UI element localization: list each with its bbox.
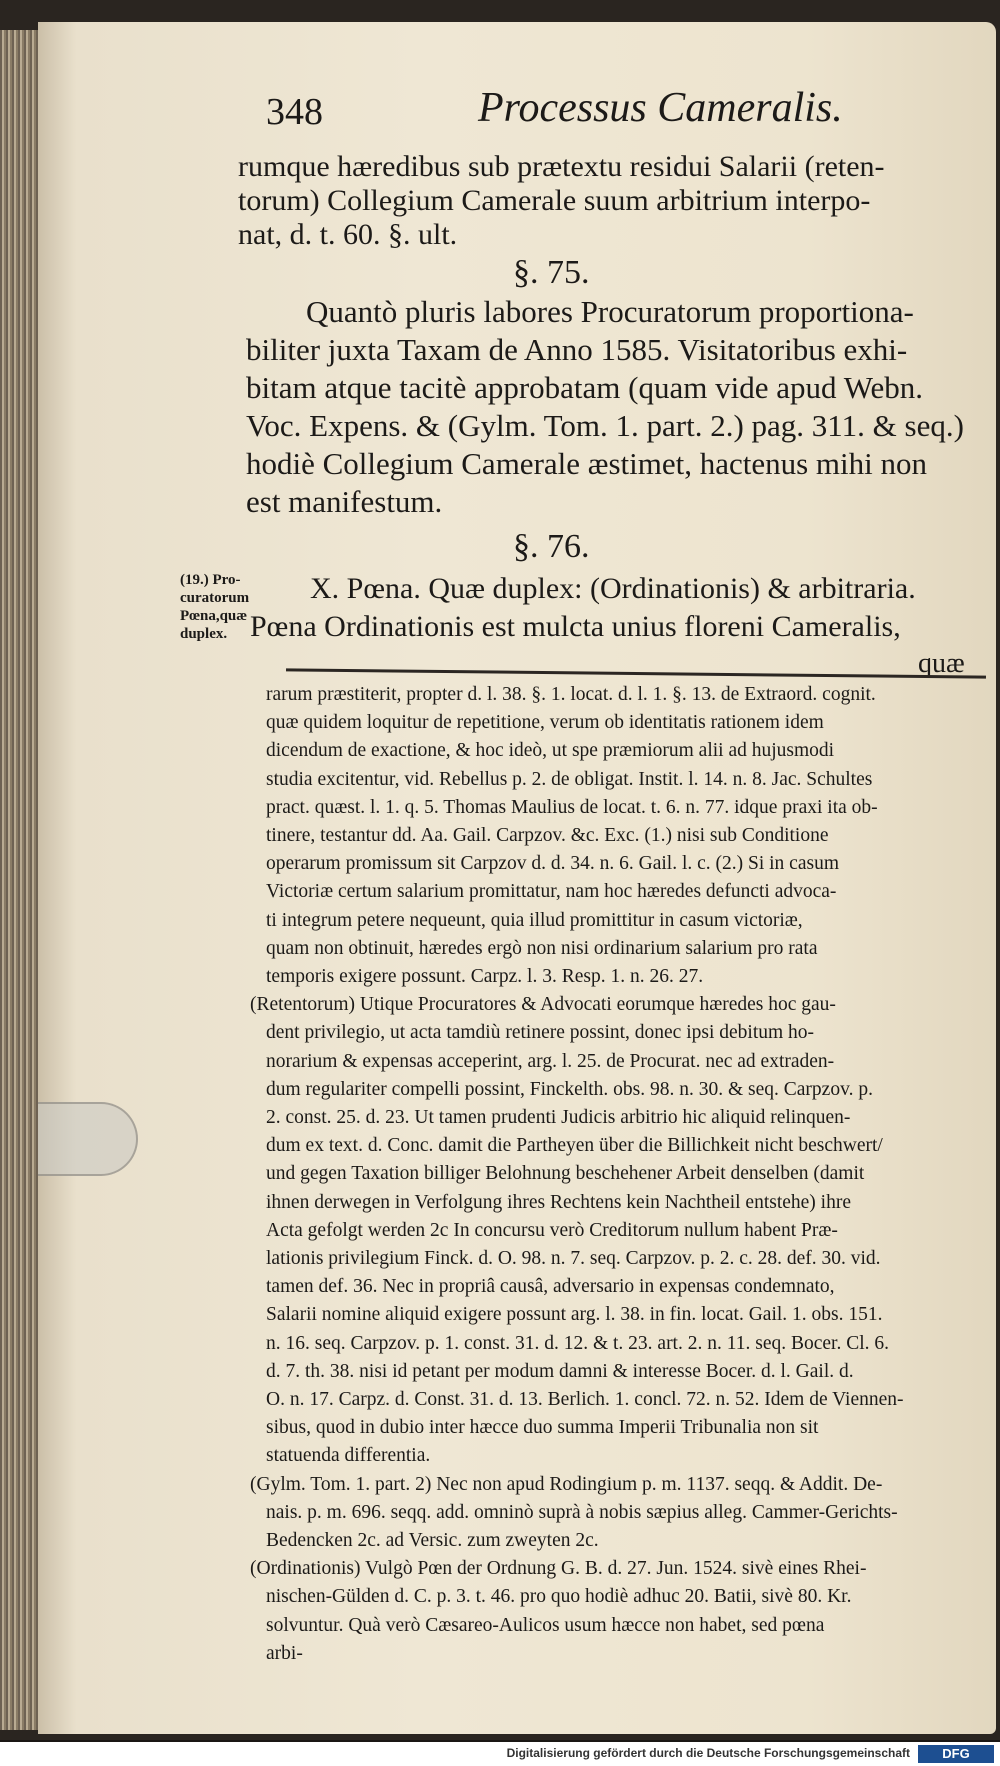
footnote-line: nischen-Gülden d. C. p. 3. t. 46. pro quo hodiè adhuc 20. Batii, sivè 80. Kr. (266, 1586, 852, 1608)
footnote-line: tinere, testantur dd. Aa. Gail. Carpzov. &c. Exc. (1.) nisi sub Conditione (266, 825, 829, 846)
main-line: nat, d. t. 60. §. ult. (238, 218, 458, 251)
footnote-line: quam non obtinuit, hæredes ergò non nisi ordinarium salarium pro rata (266, 937, 818, 959)
dfg-logo: DFG (918, 1745, 994, 1763)
page-clip (38, 1102, 138, 1176)
footer-bar (0, 1742, 1000, 1766)
footnote-line: Salarii nomine aliquid exigere possunt arg. l. 38. in fin. locat. Gail. 1. obs. 151. (266, 1304, 883, 1326)
section-heading: §. 75. (513, 254, 590, 291)
footnote-line: 2. const. 25. d. 23. Ut tamen prudenti Judicis arbitrio hic aliquid relinquen- (266, 1107, 851, 1128)
footnote-line: nais. p. m. 696. seqq. add. omninò suprà à nobis sæpius alleg. Cammer-Gerichts- (266, 1501, 898, 1523)
page-content (38, 22, 996, 1734)
main-line: rumque hæredibus sub prætextu residui Salarii (reten- (238, 150, 885, 183)
paragraph-line: hodiè Collegium Camerale æstimet, hactenus mihi non (246, 446, 928, 481)
footnote-line: operarum promissum sit Carpzov d. d. 34. n. 6. Gail. l. c. (2.) Si in casum (266, 853, 840, 875)
footnote-line: d. 7. th. 38. nisi id petant per modum damni & interesse Bocer. d. l. Gail. d. (266, 1360, 854, 1382)
footnote-line: (Gylm. Tom. 1. part. 2) Nec non apud Rodingium p. m. 1137. seqq. & Addit. De- (250, 1473, 883, 1495)
running-title: Processus Cameralis. (478, 85, 843, 131)
paragraph-line: X. Pœna. Quæ duplex: (Ordinationis) & arbitraria. (310, 572, 916, 605)
paragraph-line: Pœna Ordinationis est mulcta unius floreni Cameralis, (250, 610, 901, 643)
page (38, 22, 996, 1734)
footnote-line: statuenda differentia. (266, 1445, 431, 1467)
footnote-line: ihnen derwegen in Verfolgung ihres Rechtens kein Nachtheil entstehe) ihre (266, 1191, 851, 1213)
footnote-line: n. 16. seq. Carpzov. p. 1. const. 31. d. 12. & t. 23. art. 2. n. 11. seq. Bocer. Cl. 6. (266, 1332, 890, 1354)
sidenote-line: Pœna,quæ (180, 608, 248, 624)
footer-credit: Digitalisierung gefördert durch die Deutsche Forschungsgemeinschaft (506, 1746, 910, 1760)
sidenote-line: curatorum (180, 590, 250, 606)
paragraph-line: est manifestum. (246, 484, 443, 519)
paragraph-line: Voc. Expens. & (Gylm. Tom. 1. part. 2.) pag. 311. & seq.) (246, 408, 964, 443)
footnote-line: Bedencken 2c. ad Versic. zum zweyten 2c. (266, 1530, 599, 1551)
footnote-line: sibus, quod in dubio inter hæcce duo summa Imperii Tribunalia non sit (266, 1417, 819, 1439)
footnote-line: solvuntur. Quà verò Cæsareo-Aulicos usum hæcce non habet, sed pœna (266, 1614, 825, 1636)
footnote-line: und gegen Taxation billiger Belohnung beschehener Arbeit denselben (damit (266, 1163, 865, 1185)
footnote-line: arbi- (266, 1642, 303, 1664)
footnote-line: lationis privilegium Finck. d. O. 98. n. 7. seq. Carpzov. p. 2. c. 28. def. 30. vid. (266, 1248, 881, 1269)
page-number: 348 (266, 91, 323, 133)
footnote-line: dum regulariter compelli possint, Finckelth. obs. 98. n. 30. & seq. Carpzov. p. (266, 1078, 873, 1100)
footnote-line: rarum præstiterit, propter d. l. 38. §. 1. locat. d. l. 1. §. 13. de Extraord. cognit. (266, 684, 876, 705)
paragraph-line: Quantò pluris labores Procuratorum proportiona- (306, 294, 914, 329)
sidenote-line: duplex. (180, 626, 228, 642)
footnote-line: dent privilegio, ut acta tamdiù retinere possint, donec ipsi debitum ho- (266, 1022, 815, 1044)
footnote-line: ti integrum petere nequeunt, quia illud promittitur in casum victoriæ, (266, 909, 803, 931)
main-line: torum) Collegium Camerale suum arbitrium interpo- (238, 184, 871, 217)
footnote-line: studia excitentur, vid. Rebellus p. 2. de obligat. Instit. l. 14. n. 8. Jac. Schultes (266, 768, 873, 790)
section-heading: §. 76. (513, 528, 590, 565)
footnote-line: Victoriæ certum salarium promittatur, nam hoc hæredes defuncti advoca- (266, 881, 837, 903)
footnote-line: dicendum de exactione, & hoc ideò, ut spe præmiorum alii ad hujusmodi (266, 740, 835, 762)
footnote-rule (286, 668, 986, 678)
footnote-line: dum ex text. d. Conc. damit die Partheyen über die Billichkeit nicht beschwert/ (266, 1135, 883, 1157)
footnote-line: pract. quæst. l. 1. q. 5. Thomas Maulius de locat. t. 6. n. 77. idque praxi ita ob- (266, 796, 878, 818)
catchword: quæ (918, 648, 965, 679)
footnote-line: norarium & expensas acceperint, arg. l. 25. de Procurat. nec ad extraden- (266, 1050, 835, 1072)
footnote-line: Acta gefolgt werden 2c In concursu verò Creditorum nullum habent Præ- (266, 1219, 838, 1241)
footnote-line: (Ordinationis) Vulgò Pœn der Ordnung G. B. d. 27. Jun. 1524. sivè eines Rhei- (250, 1558, 867, 1580)
footnote-line: (Retentorum) Utique Procuratores & Advocati eorumque hæredes hoc gau- (250, 994, 836, 1016)
paragraph-line: biliter juxta Taxam de Anno 1585. Visitatoribus exhi- (246, 332, 908, 367)
footnote-line: tamen def. 36. Nec in propriâ causâ, adversario in expensas condemnato, (266, 1276, 835, 1298)
footnote-line: quæ quidem loquitur de repetitione, verum ob identitatis rationem idem (266, 712, 824, 734)
footnote-line: temporis exigere possunt. Carpz. l. 3. Resp. 1. n. 26. 27. (266, 966, 704, 987)
sidenote-line: (19.) Pro- (180, 572, 241, 588)
paragraph-line: bitam atque tacitè approbatam (quam vide apud Webn. (246, 370, 923, 405)
page-stack-edge (0, 30, 40, 1730)
footnote-line: O. n. 17. Carpz. d. Const. 31. d. 13. Berlich. 1. concl. 72. n. 52. Idem de Viennen- (266, 1389, 904, 1410)
